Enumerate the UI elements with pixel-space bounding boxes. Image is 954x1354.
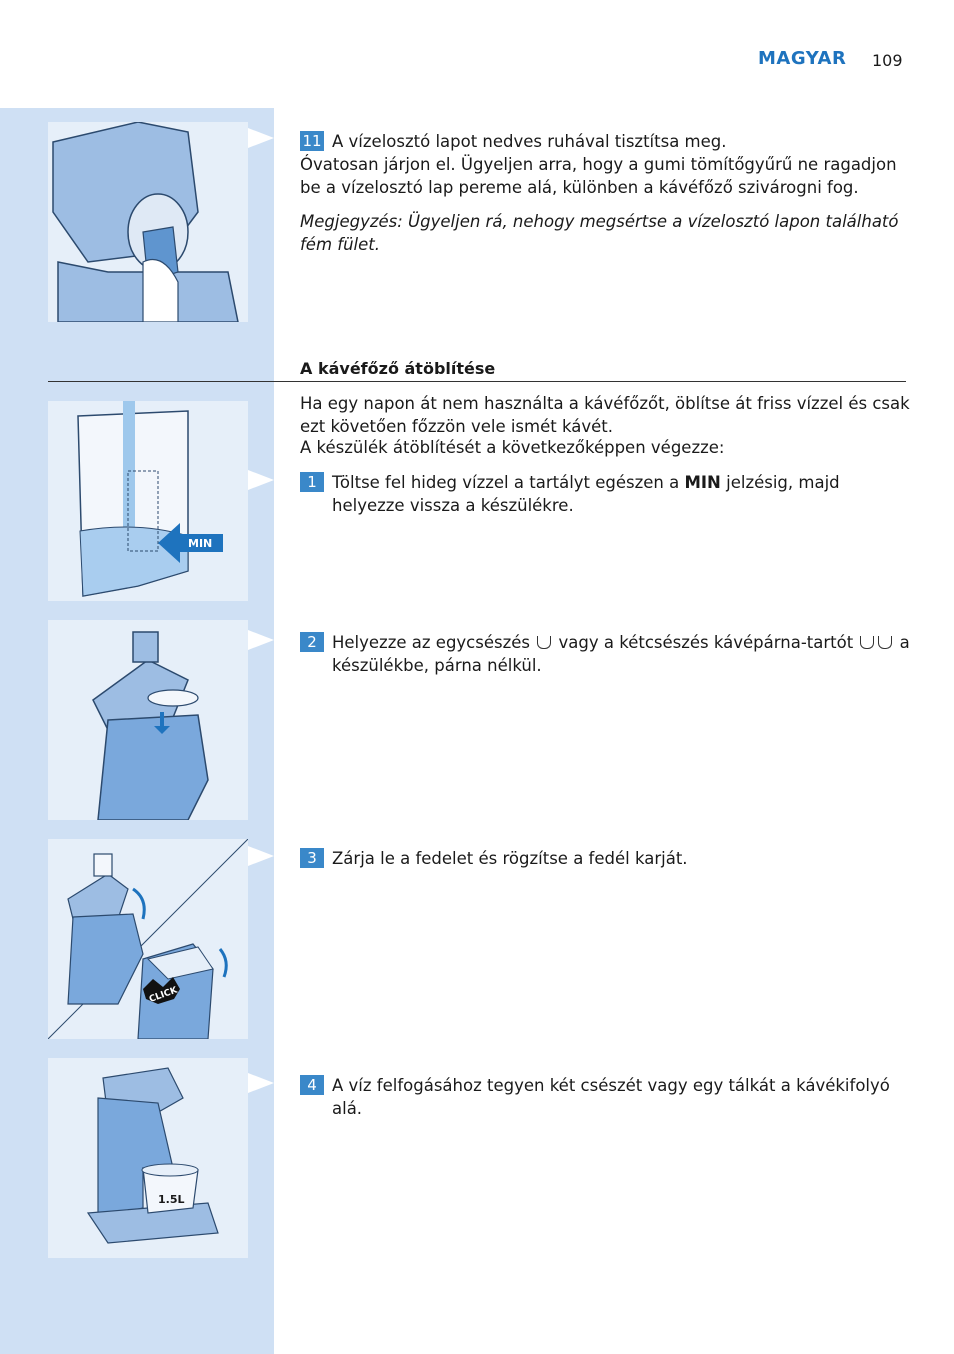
- step-2-text-b: vagy a kétcsészés kávépárna-tartót: [553, 633, 859, 652]
- section-intro: Ha egy napon át nem használta a kávéfőzőt, öblítse át friss vízzel és csak ezt követően főzzön vele ismét kávét.: [300, 394, 910, 436]
- step-number-4: 4: [300, 1075, 324, 1095]
- min-tag: MIN: [188, 537, 213, 550]
- illustration-close-lid: [48, 839, 248, 1039]
- step-4-text: A víz felfogásához tegyen két csészét vagy egy tálkát a kávékifolyó alá.: [332, 1076, 890, 1118]
- step-2-text-a: Helyezze az egycsészés: [332, 633, 536, 652]
- step-3: [300, 847, 910, 870]
- section-rule: [48, 381, 906, 382]
- header-language: MAGYAR: [758, 48, 847, 69]
- click-tag: CLICK: [147, 985, 179, 1005]
- step-3-text: Zárja le a fedelet és rögzítse a fedél karját.: [332, 849, 688, 868]
- step-11-detail: Óvatosan járjon el. Ügyeljen arra, hogy a gumi tömítőgyűrű ne ragadjon be a vízelosztó lap pereme alá, különben a kávéfőző szivárogni fog.: [300, 155, 897, 197]
- step-1-text-b: jelzésig, majd helyezze vissza a készülékre.: [332, 473, 840, 515]
- step-number-3: 3: [300, 848, 324, 868]
- illustration-bowl: [48, 1058, 248, 1258]
- note-text: Ügyeljen rá, nehogy megsértse a vízelosztó lapon található fém fület.: [300, 212, 899, 254]
- section-intro-2: A készülék átöblítését a következőképpen végezze:: [300, 438, 725, 457]
- illustration-clean-plate: [48, 122, 248, 322]
- step-number-11: 11: [300, 131, 324, 151]
- step-11-title: A vízelosztó lapot nedves ruhával tisztítsa meg.: [332, 132, 727, 151]
- step-4: [300, 1074, 910, 1120]
- illustration-pod-holder: [48, 620, 248, 820]
- step-11-note: [300, 210, 910, 256]
- section-title: A kávéfőző átöblítése: [300, 359, 496, 378]
- illustration-water-tank: [48, 401, 248, 601]
- note-label: Megjegyzés:: [300, 212, 403, 231]
- step-2: [300, 631, 910, 677]
- bowl-label: 1.5L: [158, 1193, 185, 1206]
- page-number: 109: [872, 51, 903, 70]
- step-11: [300, 130, 910, 153]
- step-1-bold: MIN: [684, 473, 721, 492]
- step-number-2: 2: [300, 632, 324, 652]
- step-2-text-c: a készülékbe, párna nélkül.: [332, 633, 910, 675]
- single-cup-icon: [537, 636, 551, 649]
- double-cup-icon: [858, 633, 894, 652]
- step-number-1: 1: [300, 472, 324, 492]
- step-1-text-a: Töltse fel hideg vízzel a tartályt egészen a: [332, 473, 685, 492]
- step-1: [300, 471, 910, 517]
